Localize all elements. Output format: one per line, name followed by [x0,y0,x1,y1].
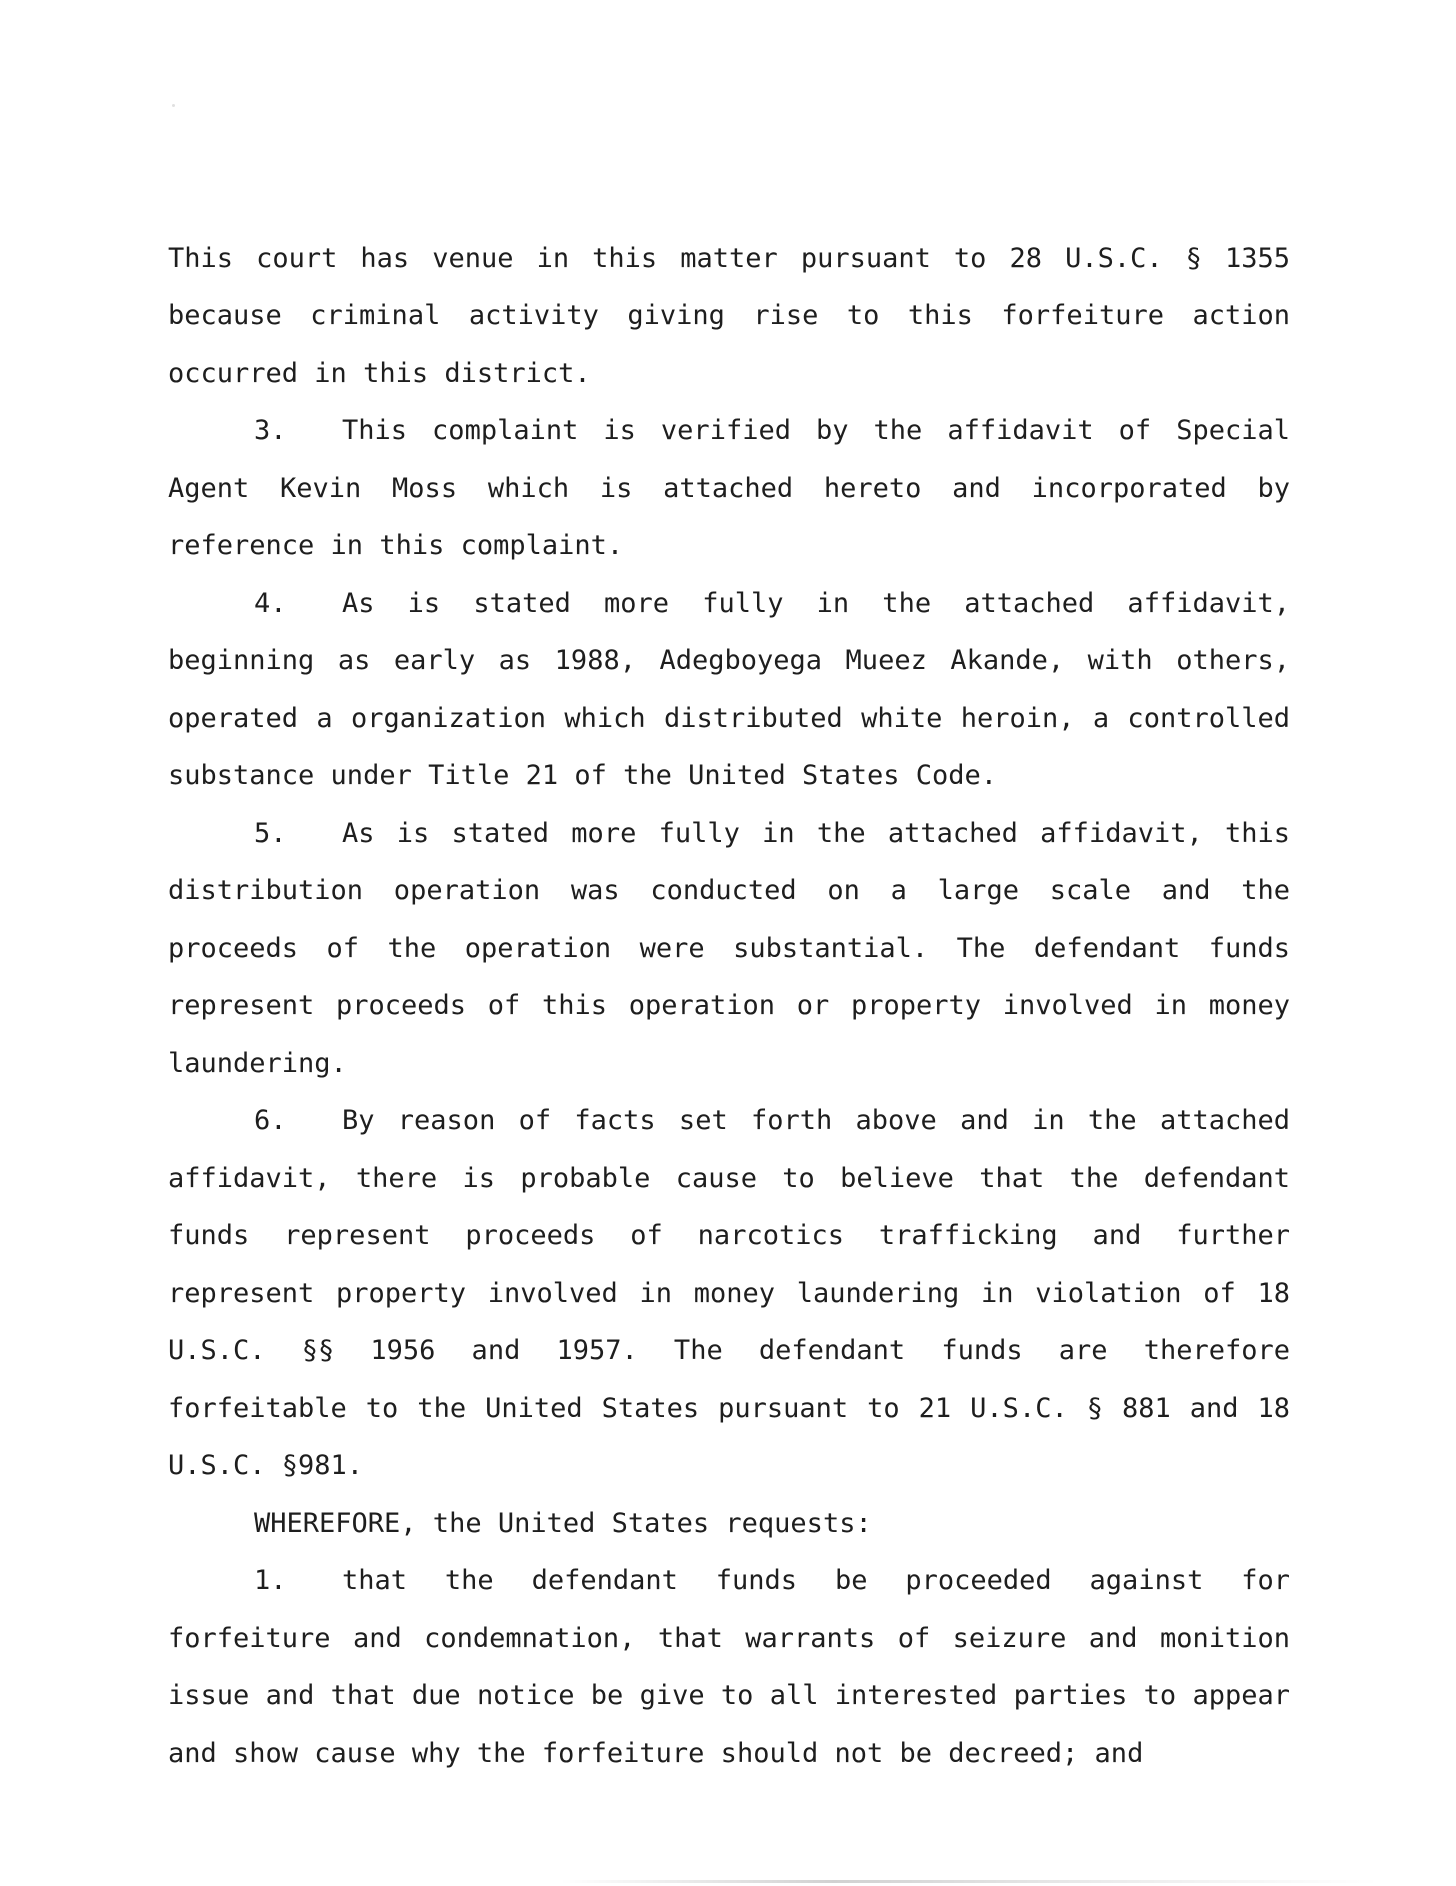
scan-speck [172,104,175,107]
wherefore-clause [168,1495,1290,1553]
paragraph-venue [168,172,1290,402]
request-1 [168,1552,1290,1782]
paragraph-text: As is stated more fully in the attached affidavit, this distribution operation was conducted on a large scale and the proceeds of the operation were substantial. The defendant funds represent proceeds of this operation or property involved in money laundering. [168,817,1290,1079]
paragraph-5 [168,805,1290,1093]
paragraph-text: This court has venue in this matter pursuant to 28 U.S.C. § 1355 because criminal activity giving rise to this forfeiture action occurred in this district. [168,242,1290,389]
scan-edge-line [560,1880,1380,1883]
paragraph-number: 5. [254,817,287,849]
paragraph-4 [168,575,1290,805]
paragraph-text: that the defendant funds be proceeded against for forfeiture and condemnation, that warrants of seizure and monition issue and that due notice be give to all interested parties to appear and show cause why the forfeiture should not be decreed; and [168,1565,1290,1769]
document-body [168,172,1290,1782]
paragraph-text: This complaint is verified by the affidavit of Special Agent Kevin Moss which is attached hereto and incorporated by reference in this complaint. [168,415,1290,561]
paragraph-6 [168,1092,1290,1495]
paragraph-text: WHEREFORE, the United States requests: [254,1507,872,1539]
paragraph-number: 1. [254,1565,287,1596]
paragraph-text: By reason of facts set forth above and in the attached affidavit, there is probable cause to believe that the defendant funds represent proceeds of narcotics trafficking and further represent property involved in money laundering in violation of 18 U.S.C. §§ 1956 and 1957. The defendant funds are therefore forfeitable to the United States pursuant to 21 U.S.C. § 881 and 18 U.S.C. §981. [168,1105,1290,1481]
paragraph-number: 3. [254,415,287,446]
paragraph-text: As is stated more fully in the attached affidavit, beginning as early as 1988, Adegboyega Mueez Akande, with others, operated a organization which distributed white heroin, a controlled substance under Title 21 of the United States Code. [168,587,1290,791]
paragraph-3 [168,402,1290,575]
paragraph-number: 6. [254,1105,287,1136]
paragraph-number: 4. [254,587,287,619]
